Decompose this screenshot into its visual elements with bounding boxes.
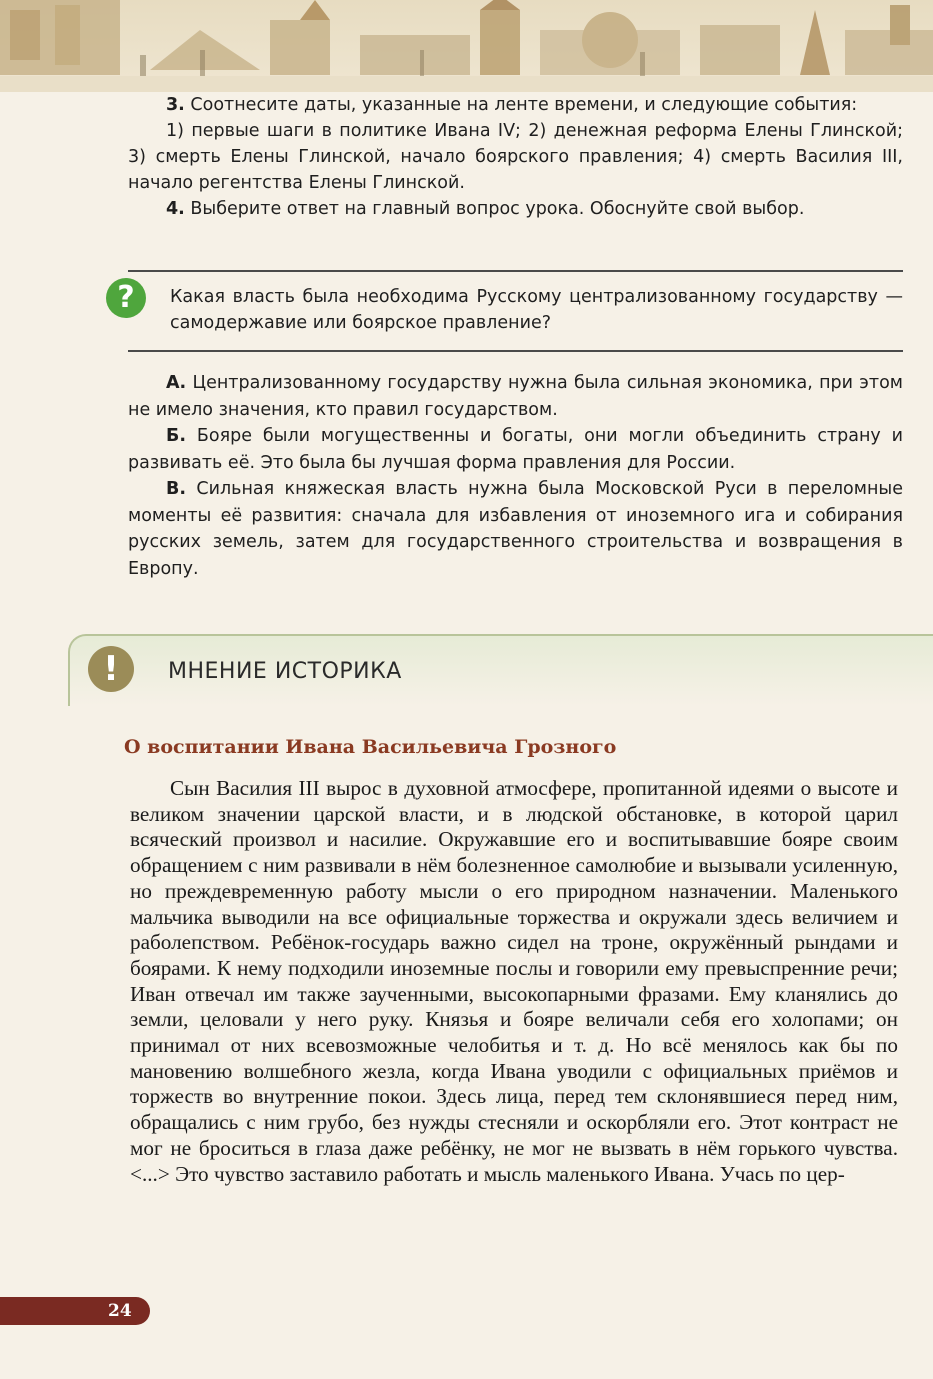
answer-b-label: Б. — [166, 426, 186, 446]
answer-a — [128, 370, 903, 423]
essay-title: О воспитании Ивана Васильевича Грозного — [124, 736, 617, 758]
answer-c-text: Сильная княжеская власть нужна была Московской Руси в переломные моменты её развития: сначала для избавления от иноземного ига и собирания русских земель, затем для государственного строительства и возвращения в Европу. — [128, 479, 903, 579]
answer-c-label: В. — [166, 479, 186, 499]
page-number: 24 — [108, 1301, 132, 1321]
tasks-block — [128, 92, 903, 222]
task-3 — [128, 92, 903, 118]
exclamation-icon: ! — [88, 646, 134, 692]
task-4-text: Выберите ответ на главный вопрос урока. Обоснуйте свой выбор. — [190, 199, 805, 219]
answer-options — [128, 370, 903, 582]
answer-b-text: Бояре были могущественны и богаты, они могли объединить страну и развивать её. Это была бы лучшая форма правления для России. — [128, 426, 903, 473]
main-question-text: Какая власть была необходима Русскому централизованному государству — самодержавие или боярское правление? — [170, 287, 903, 333]
task-4 — [128, 196, 903, 222]
main-question-box — [117, 270, 903, 352]
question-mark-icon: ? — [106, 278, 146, 318]
task-4-number: 4. — [166, 199, 185, 219]
historian-section-title: МНЕНИЕ ИСТОРИКА — [168, 659, 402, 684]
task-3-text: Соотнесите даты, указанные на ленте времени, и следующие события: — [190, 95, 858, 115]
answer-a-label: А. — [166, 373, 187, 393]
essay-text: Сын Василия III вырос в духовной атмосфере, пропитанной идеями о высоте и великом значении царской власти, и в людской обстановке, в которой царил всяческий произвол и насилие. Окружавшие его и воспитывавшие бояре своим обращением с ним развивали в нём болезненное самолюбие и вызывали усиленную, но преждевременную работу мысли о его природном назначении. Маленького мальчика выводили на все официальные торжества и окружали здесь величием и раболепством. Ребёнок-государь важно сидел на троне, окружённый рындами и боярами. К нему подходили иноземные послы и говорили ему превыспренние речи; Иван отвечал им также заученными, высокопарными фразами. Ему кланялись до земли, целовали у него руку. Князья и бояре величали себя его холопами; он принимал от них всевозможные челобитья и т. д. Но всё менялось как бы по мановению волшебного жезла, когда Ивана уводили с официальных приёмов и торжеств во внутренние покои. Здесь лица, перед тем склонявшиеся перед ним, обращались с ним грубо, без нужды стесняли и оскорбляли его. Этот контраст не мог не броситься в глаза даже ребёнку, не мог не вызвать в нём горького чувства. <...> Это чувство заставило работать и мысль маленького Ивана. Учась по цер- — [130, 776, 898, 1186]
task-3-items: 1) первые шаги в политике Ивана IV; 2) денежная реформа Елены Глинской; 3) смерть Елены Глинской, начало боярского правления; 4) смерть Василия III, начало регентства Елены Глинской. — [128, 121, 903, 193]
answer-b — [128, 423, 903, 476]
historian-opinion-header — [68, 634, 933, 704]
answer-c — [128, 476, 903, 582]
header-illustration — [0, 0, 933, 92]
answer-a-text: Централизованному государству нужна была сильная экономика, при этом не имело значения, кто правил государством. — [128, 373, 903, 420]
task-3-number: 3. — [166, 95, 185, 115]
